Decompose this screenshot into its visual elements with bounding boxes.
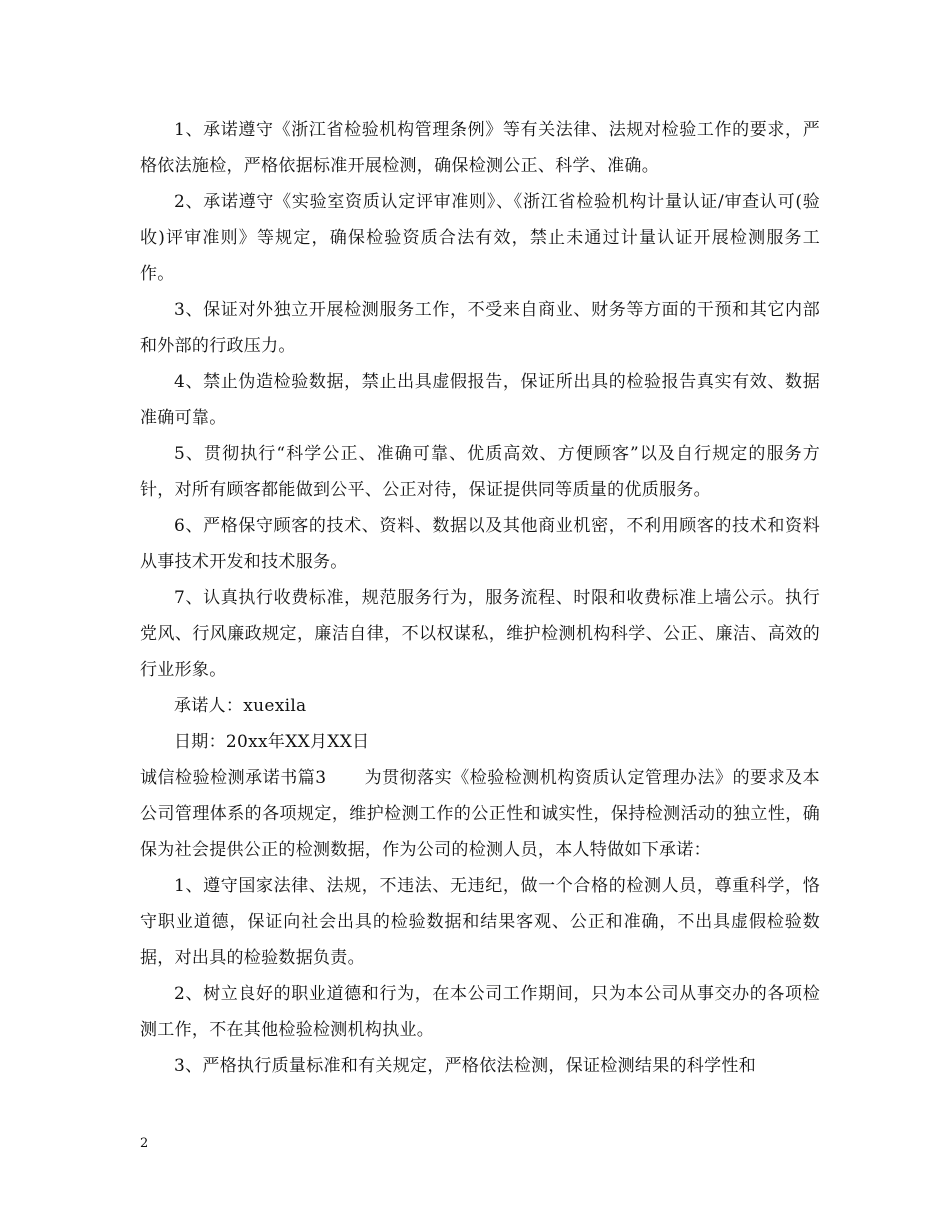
commitment-item-3: 3、保证对外独立开展检测服务工作，不受来自商业、财务等方面的干预和其它内部和外部的行政压力。 — [140, 300, 820, 356]
commitment-item-6: 6、严格保守顾客的技术、资料、数据以及其他商业机密，不利用顾客的技术和资料从事技术开发和技术服务。 — [140, 516, 820, 572]
section3-item-2: 2、树立良好的职业道德和行为，在本公司工作期间，只为本公司从事交办的各项检测工作，不在其他检验检测机构执业。 — [140, 984, 820, 1040]
commitment-item-4: 4、禁止伪造检验数据，禁止出具虚假报告，保证所出具的检验报告真实有效、数据准确可靠。 — [140, 372, 820, 428]
commitment-item-7: 7、认真执行收费标准，规范服务行为，服务流程、时限和收费标准上墙公示。执行党风、行风廉政规定，廉洁自律，不以权谋私，维护检测机构科学、公正、廉洁、高效的行业形象。 — [140, 588, 820, 680]
section3-heading: 诚信检验检测承诺书篇3 — [140, 768, 327, 788]
commitment-item-1: 1、承诺遵守《浙江省检验机构管理条例》等有关法律、法规对检验工作的要求，严格依法施检，严格依据标准开展检测，确保检测公正、科学、准确。 — [140, 120, 820, 176]
section3-item-1: 1、遵守国家法律、法规，不违法、无违纪，做一个合格的检测人员，尊重科学，恪守职业道德，保证向社会出具的检验数据和结果客观、公正和准确，不出具虚假检验数据，对出具的检验数据负责。 — [140, 876, 820, 968]
page-number: 2 — [140, 1136, 149, 1151]
commitment-item-5: 5、贯彻执行“科学公正、准确可靠、优质高效、方便顾客”以及自行规定的服务方针，对所有顾客都能做到公平、公正对待，保证提供同等质量的优质服务。 — [140, 444, 820, 500]
section3-intro-paragraph — [140, 760, 820, 868]
signer-line: 承诺人：xuexila — [174, 696, 307, 716]
document-body — [140, 112, 820, 1084]
date-line: 日期：20xx年XX月XX日 — [174, 732, 370, 752]
section3-intro: 为贯彻落实《检验检测机构资质认定管理办法》的要求及本公司管理体系的各项规定，维护检测工作的公正性和诚实性，保持检测活动的独立性，确保为社会提供公正的检测数据，作为公司的检测人员，本人特做如下承诺： — [140, 768, 820, 860]
section3-item-3: 3、严格执行质量标准和有关规定，严格依法检测，保证检测结果的科学性和 — [174, 1056, 757, 1076]
commitment-item-2: 2、承诺遵守《实验室资质认定评审准则》、《浙江省检验机构计量认证/审查认可(验收)评审准则》等规定，确保检验资质合法有效，禁止未通过计量认证开展检测服务工作。 — [140, 192, 820, 284]
